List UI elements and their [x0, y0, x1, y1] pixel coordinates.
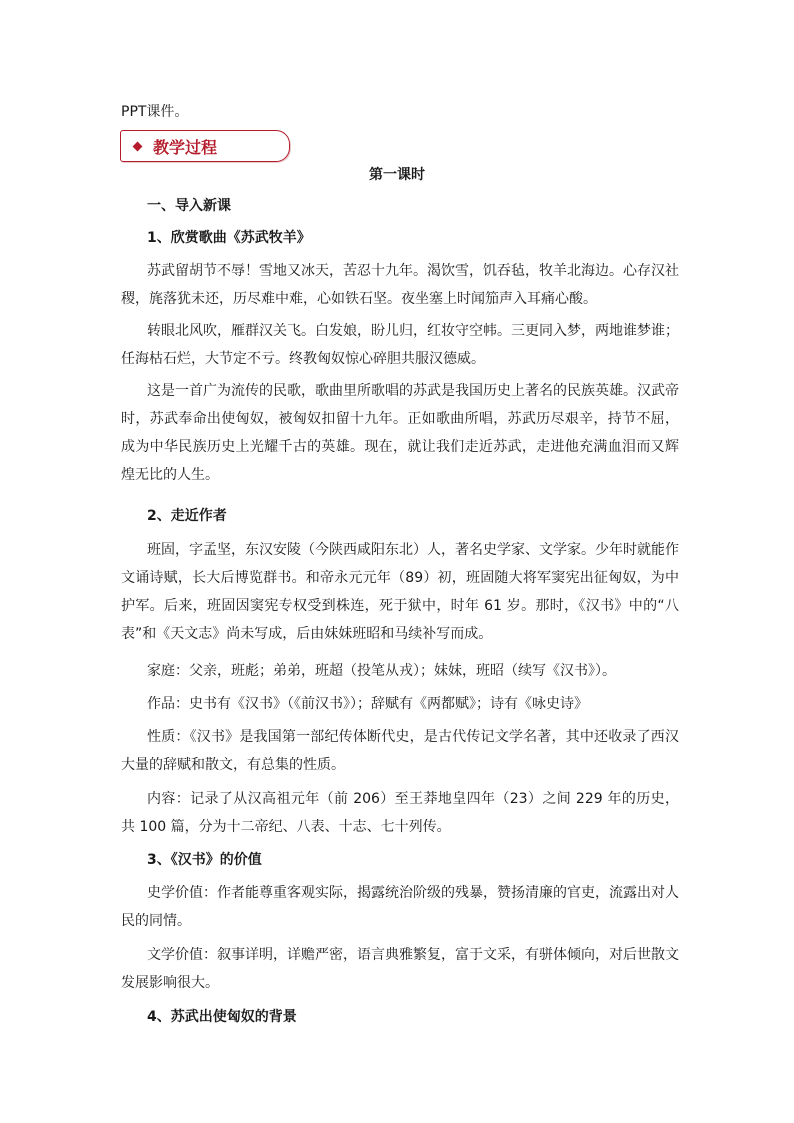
intro-line: PPT课件。: [121, 104, 189, 120]
lesson-title: 第一课时: [369, 167, 425, 183]
section-heading: [120, 130, 290, 162]
lyrics-paragraph-2: 转眼北风吹，雁群汉关飞。白发娘，盼儿归，红妆守空帏。三更同入梦，两地谁梦谁；任海枯石烂，大节定不亏。终教匈奴惊心碎胆共服汉德威。: [121, 323, 679, 367]
literary-value-paragraph: 文学价值：叙事详明，详赡严密，语言典雅繁复，富于文采，有骈体倾向，对后世散文发展影响很大。: [121, 947, 679, 991]
content-paragraph: 内容：记录了从汉高祖元年（前 206）至王莽地皇四年（23）之间 229 年的历史，共 100 篇，分为十二帝纪、八表、十志、七十列传。: [121, 791, 679, 835]
intro-paragraph: 这是一首广为流传的民歌，歌曲里所歌唱的苏武是我国历史上著名的民族英雄。汉武帝时，苏武奉命出使匈奴，被匈奴扣留十九年。正如歌曲所唱，苏武历尽艰辛，持节不屈，成为中华民族历史上光耀千古的英雄。现在，就让我们走近苏武，走进他充满血泪而又辉煌无比的人生。: [121, 383, 679, 483]
part1-title: 一、导入新课: [147, 198, 231, 214]
sub4-title: 4、苏武出使匈奴的背景: [147, 1009, 297, 1025]
nature-paragraph: 性质：《汉书》是我国第一部纪传体断代史，是古代传记文学名著，其中还收录了西汉大量的辞赋和散文，有总集的性质。: [121, 729, 679, 773]
sub3-title: 3、《汉书》的价值: [147, 852, 262, 868]
author-paragraph: 班固，字孟坚，东汉安陵（今陕西咸阳东北）人，著名史学家、文学家。少年时就能作文诵诗赋，长大后博览群书。和帝永元元年（89）初，班固随大将军窦宪出征匈奴，为中护军。后来，班固因窦宪专权受到株连，死于狱中，时年 61 岁。那时，《汉书》中的“八表”和《天文志》尚未写成，后由妹妹班昭和马续补写而成。: [121, 542, 679, 642]
family-line: 家庭：父亲，班彪；弟弟，班超（投笔从戎）；妹妹，班昭（续写《汉书》）。: [147, 663, 616, 679]
sub2-title: 2、走近作者: [147, 508, 227, 524]
diamond-icon: [133, 141, 143, 151]
lyrics-paragraph-1: 苏武留胡节不辱！雪地又冰天，苦忍十九年。渴饮雪，饥吞毡，牧羊北海边。心存汉社稷，旄落犹未还，历尽难中难，心如铁石坚。夜坐塞上时闻笳声入耳痛心酸。: [121, 263, 679, 307]
history-value-paragraph: 史学价值：作者能尊重客观实际，揭露统治阶级的残暴，赞扬清廉的官吏，流露出对人民的同情。: [121, 885, 679, 929]
sub1-title: 1、欣赏歌曲《苏武牧羊》: [147, 230, 311, 246]
section-heading-label: 教学过程: [153, 137, 218, 157]
works-line: 作品：史书有《汉书》（《前汉书》）；辞赋有《两都赋》；诗有《咏史诗》: [147, 696, 588, 712]
